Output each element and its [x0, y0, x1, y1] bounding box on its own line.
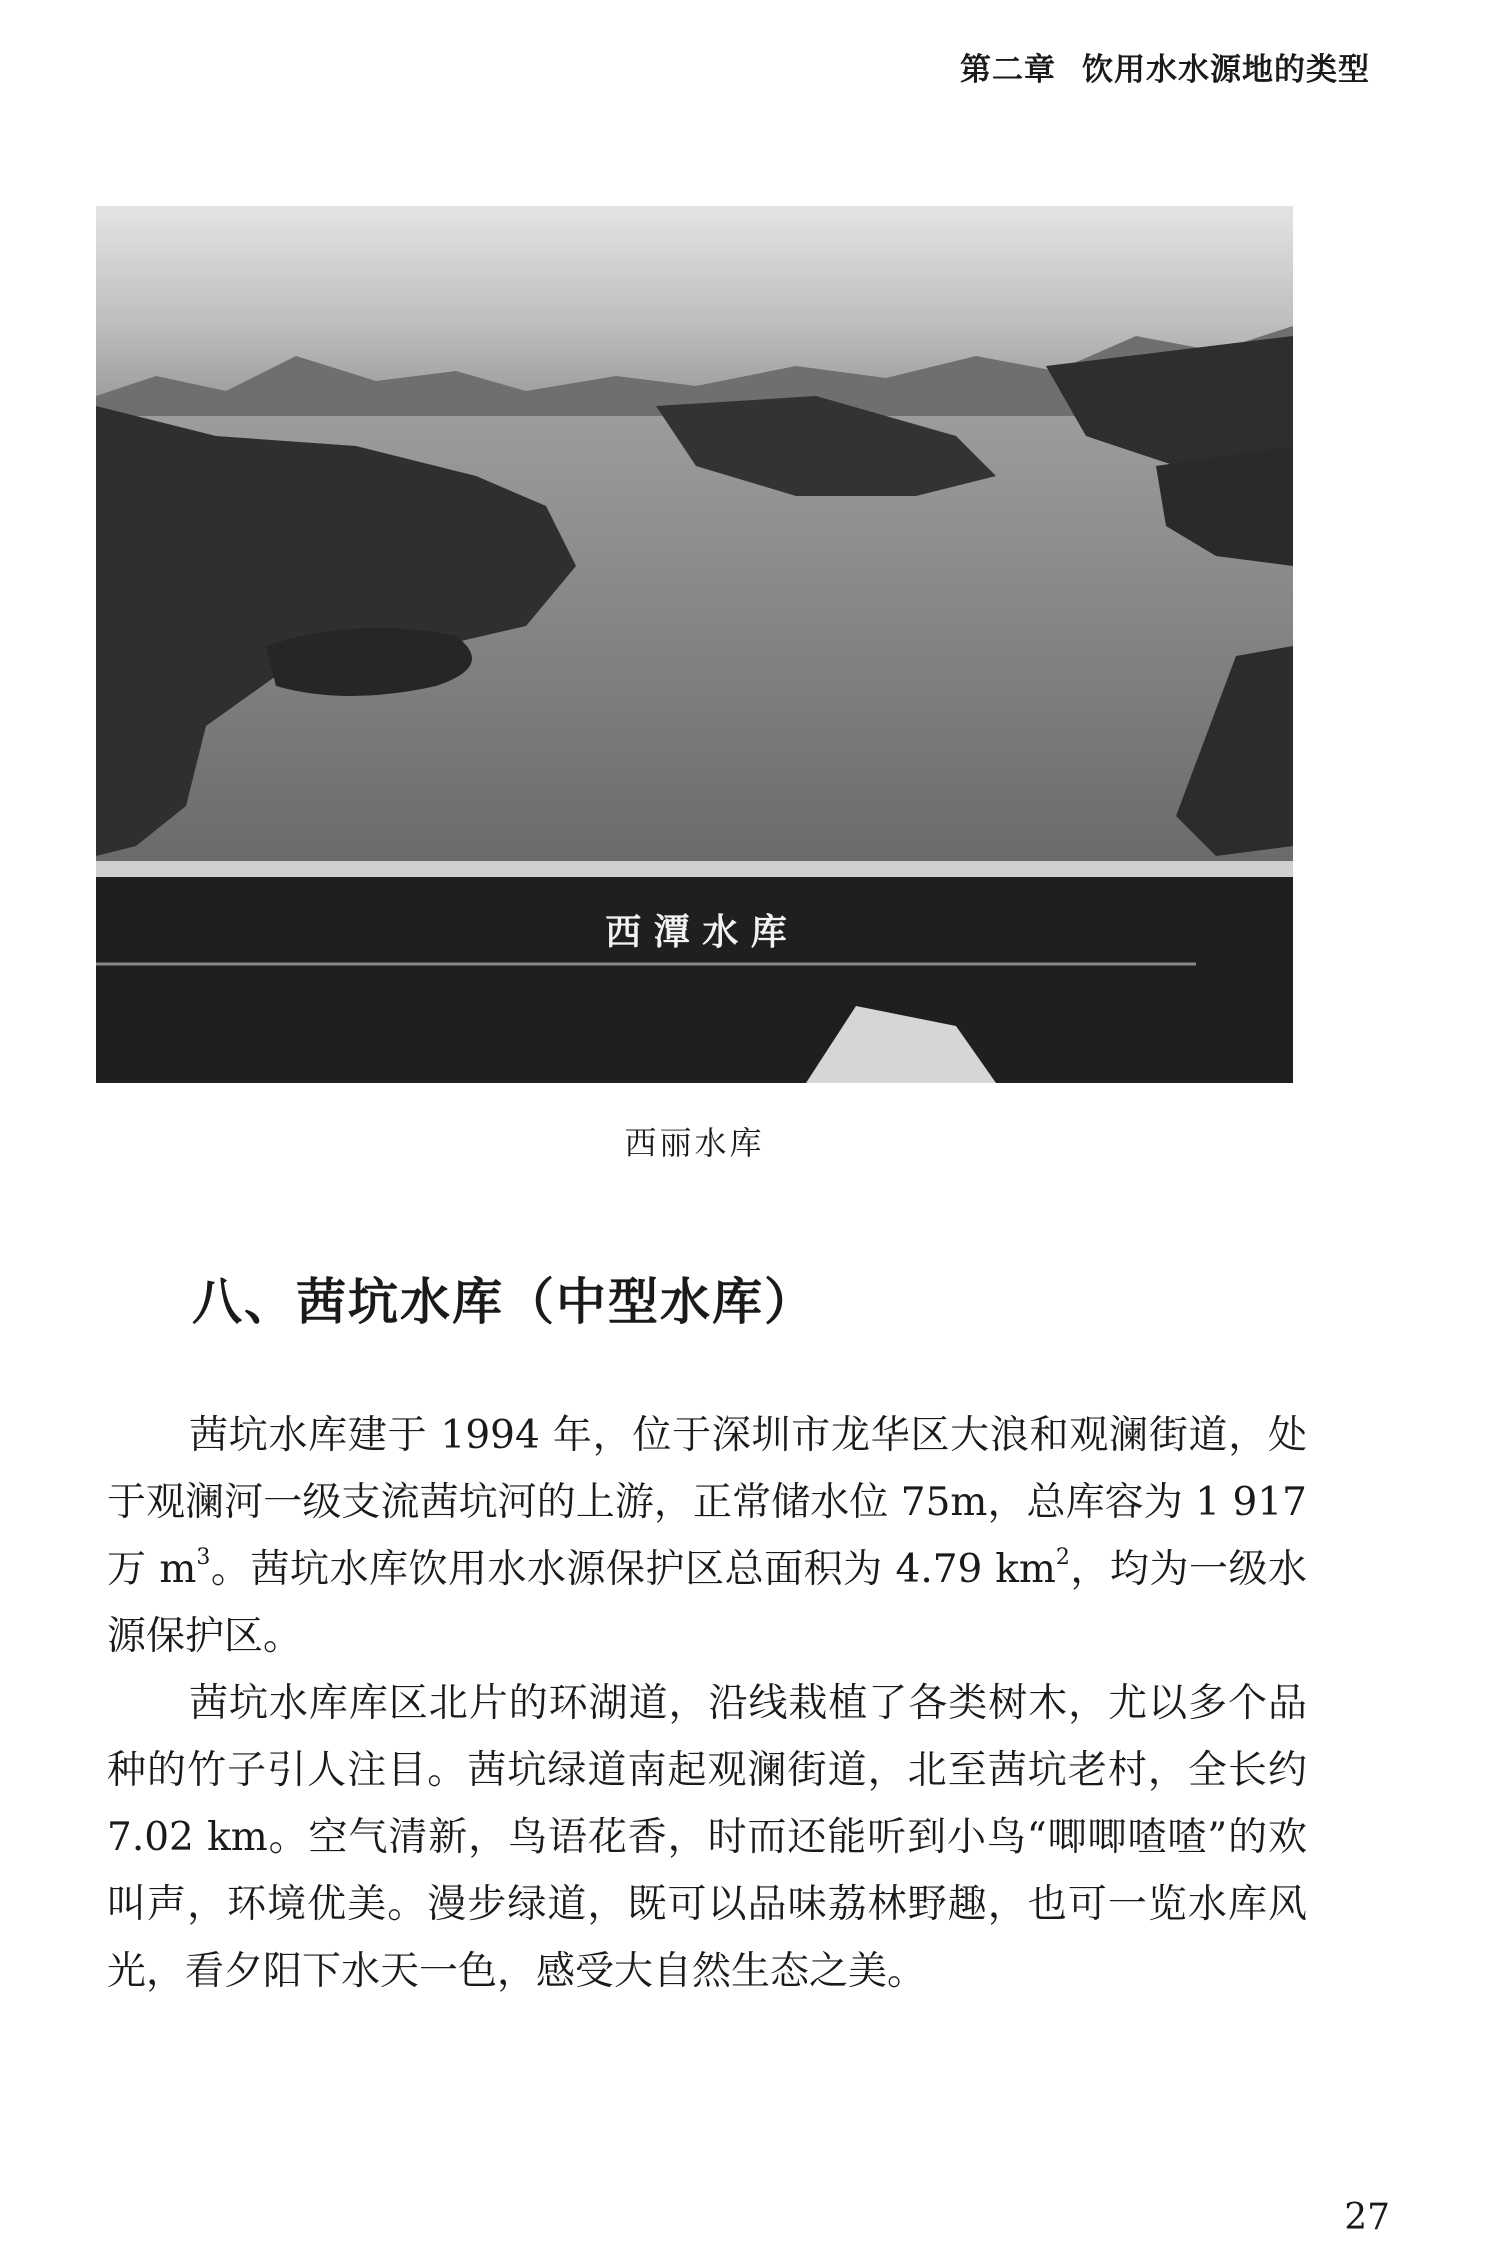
paragraph-1: 茜坑水库建于 1994 年，位于深圳市龙华区大浪和观澜街道，处于观澜河一级支流茜坑河的上游，正常储水位 75m，总库容为 1 917 万 $m^3$。茜坑水库饮用水水源保护区总面积为 4.79 $km^2$，均为一级水源保护区。: [107, 1413, 1307, 1659]
body-text: [107, 1402, 1307, 2005]
reservoir-photo: [96, 206, 1293, 1083]
dam-face: [96, 877, 1293, 1083]
dam-inscription: 西 潭 水 库: [605, 911, 787, 953]
chapter-title: 饮用水水源地的类型: [1082, 52, 1370, 88]
page-number: 27: [1344, 2197, 1390, 2238]
chapter-number: 第二章: [960, 52, 1056, 88]
dam-crest: [96, 861, 1293, 877]
paragraph-2: 茜坑水库库区北片的环湖道，沿线栽植了各类树木，尤以多个品种的竹子引人注目。茜坑绿道南起观澜街道，北至茜坑老村，全长约 7.02 km。空气清新，鸟语花香，时而还能听到小鸟“唧唧喳喳”的欢叫声，环境优美。漫步绿道，既可以品味荔林野趣，也可一览水库风光，看夕阳下水天一色，感受大自然生态之美。: [107, 1681, 1307, 1994]
section-heading: 八、茜坑水库（中型水库）: [192, 1273, 816, 1331]
figure-caption: 西丽水库: [624, 1124, 765, 1162]
running-head: [960, 44, 1370, 89]
reservoir-photo-illustration: [96, 206, 1293, 1083]
